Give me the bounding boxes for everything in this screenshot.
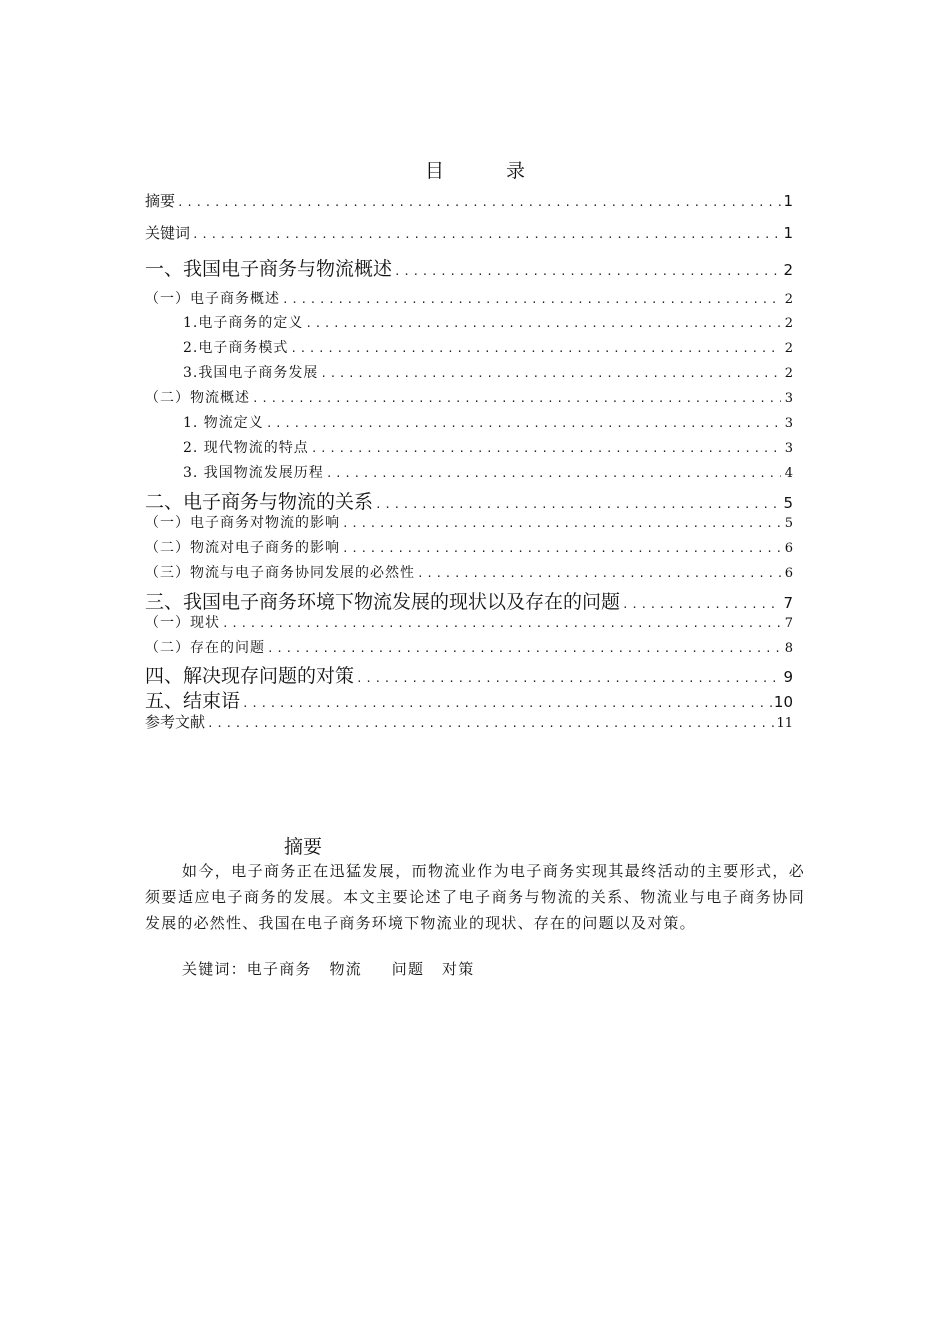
toc-entry-page: 8	[784, 641, 793, 656]
toc-leader-dots	[222, 617, 781, 630]
toc-leader-dots	[267, 642, 781, 655]
toc-entry-label: （一）电子商务对物流的影响	[145, 515, 340, 531]
toc-entry-page: 2	[784, 366, 793, 381]
toc-entry-label: （二）物流概述	[145, 390, 250, 406]
toc-entry-page: 1	[783, 192, 793, 210]
toc-entry	[145, 288, 793, 308]
toc-title-right: 录	[506, 160, 526, 182]
toc-leader-dots	[326, 467, 781, 480]
toc-leader-dots	[207, 717, 774, 730]
toc-entry	[145, 254, 793, 281]
toc-entry-label: 摘要	[145, 192, 176, 210]
toc-entry	[145, 387, 793, 407]
toc-entry-label: 四、解决现存问题的对策	[145, 665, 355, 687]
toc-entry	[145, 562, 793, 582]
toc-leader-dots	[177, 196, 781, 209]
abstract-body: 如今，电子商务正在迅猛发展，而物流业作为电子商务实现其最终活动的主要形式，必须要适应电子商务的发展。本文主要论述了电子商务与物流的关系、物流业与电子商务协同发展的必然性、我国在电子商务环境下物流业的现状、存在的问题以及对策。	[145, 862, 805, 932]
abstract-title: 摘要	[284, 836, 323, 858]
toc-entry	[145, 637, 793, 657]
toc-entry-label: 1. 物流定义	[183, 415, 264, 431]
toc-leader-dots	[305, 317, 781, 330]
toc-entry-page: 10	[773, 693, 793, 711]
toc-entry-page: 2	[783, 261, 793, 279]
toc-leader-dots	[311, 442, 781, 455]
toc-entry	[145, 222, 793, 243]
toc-entry-page: 5	[784, 516, 793, 531]
toc-leader-dots	[192, 228, 781, 241]
toc-entry	[145, 437, 793, 457]
toc-entry-page: 3	[784, 391, 793, 406]
toc-leader-dots	[356, 672, 781, 685]
toc-entry-page: 6	[784, 541, 793, 556]
toc-entry-label: 3. 我国物流发展历程	[183, 465, 324, 481]
toc-entry-label: （一）现状	[145, 615, 220, 631]
toc-leader-dots	[342, 542, 781, 555]
toc-entry-label: 参考文献	[145, 713, 206, 731]
toc-entry-label: 1.电子商务的定义	[183, 315, 304, 331]
toc-entry-page: 7	[783, 594, 793, 612]
toc-entry-label: 2.电子商务模式	[183, 340, 289, 356]
toc-entry-page: 9	[783, 668, 793, 686]
toc-entry	[145, 537, 793, 557]
toc-leader-dots	[394, 265, 781, 278]
toc-entry-page: 1	[783, 224, 793, 242]
toc-entry-page: 4	[784, 466, 793, 481]
toc-entry	[145, 337, 793, 357]
toc-leader-dots	[252, 392, 781, 405]
toc-entry-page: 2	[784, 292, 793, 307]
toc-entry-label: 一、我国电子商务与物流概述	[145, 258, 393, 280]
toc-entry-label: 五、结束语	[145, 690, 241, 712]
toc-leader-dots	[622, 598, 781, 611]
toc-entry-label: 3.我国电子商务发展	[183, 365, 319, 381]
toc-entry-page: 6	[784, 566, 793, 581]
toc-entry	[145, 312, 793, 332]
toc-entry-label: 2. 现代物流的特点	[183, 440, 309, 456]
toc-entry-label: （二）存在的问题	[145, 640, 265, 656]
toc-title-left: 目	[424, 160, 444, 182]
toc-entry-page: 7	[784, 616, 793, 631]
toc-entry-label: （二）物流对电子商务的影响	[145, 540, 340, 556]
toc-entry-page: 3	[784, 416, 793, 431]
toc-entry	[145, 512, 793, 532]
toc-leader-dots	[375, 498, 781, 511]
toc-title	[0, 156, 950, 183]
toc-entry-page: 2	[784, 341, 793, 356]
toc-entry	[145, 190, 793, 211]
toc-entry	[145, 661, 793, 688]
toc-entry	[145, 412, 793, 432]
toc-entry	[145, 462, 793, 482]
toc-leader-dots	[242, 697, 772, 710]
toc-entry	[145, 362, 793, 382]
toc-leader-dots	[417, 567, 781, 580]
toc-leader-dots	[266, 417, 781, 430]
toc-leader-dots	[282, 293, 781, 306]
toc-entry-label: 关键词	[145, 224, 191, 242]
toc-entry	[145, 686, 793, 713]
toc-entry-label: 三、我国电子商务环境下物流发展的现状以及存在的问题	[145, 591, 621, 613]
toc-leader-dots	[342, 517, 781, 530]
toc-entry	[145, 711, 793, 732]
toc-entry-label: （一）电子商务概述	[145, 291, 280, 307]
toc-entry	[145, 587, 793, 614]
toc-entry-page: 5	[783, 494, 793, 512]
toc-entry-page: 3	[784, 441, 793, 456]
toc-leader-dots	[320, 367, 781, 380]
toc-entry-page: 11	[776, 716, 793, 731]
toc-entry-page: 2	[784, 316, 793, 331]
toc-entry	[145, 487, 793, 514]
toc-entry-label: （三）物流与电子商务协同发展的必然性	[145, 565, 415, 581]
toc-leader-dots	[290, 342, 781, 355]
keywords-line: 关键词：电子商务 物流 问题 对策	[182, 960, 475, 978]
toc-entry-label: 二、电子商务与物流的关系	[145, 491, 374, 513]
toc-entry	[145, 612, 793, 632]
